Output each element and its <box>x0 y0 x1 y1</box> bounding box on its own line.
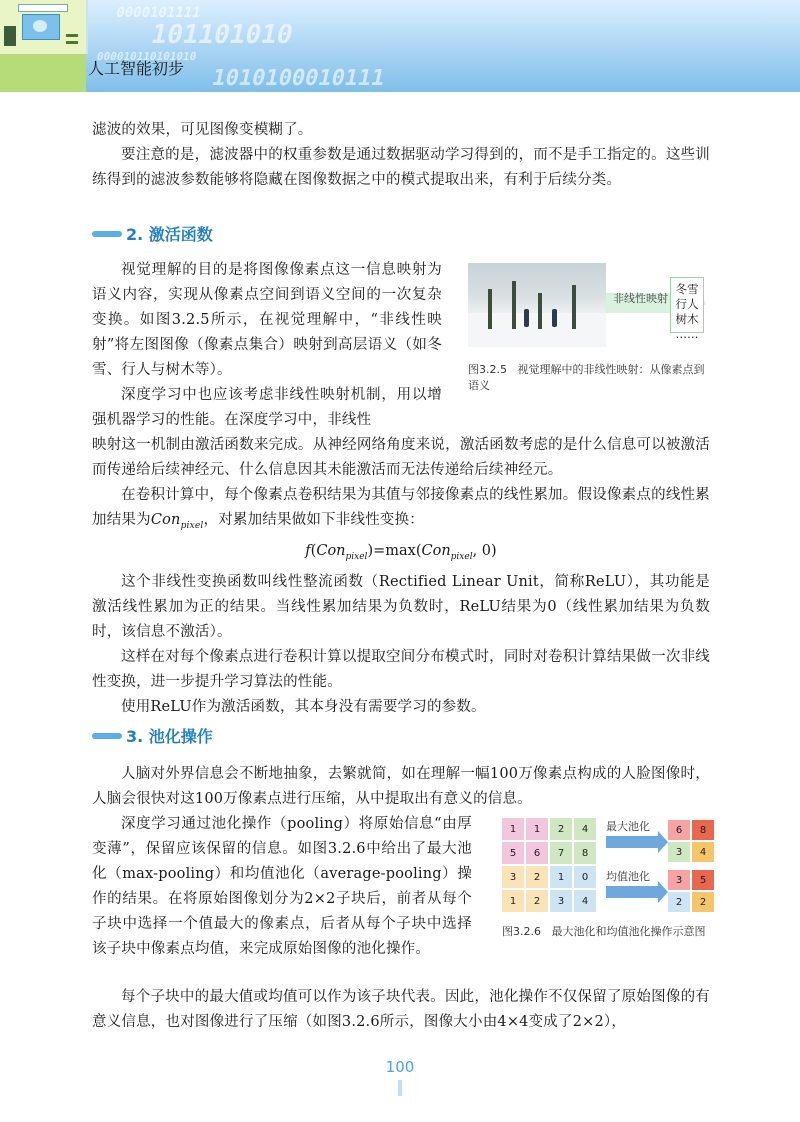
grid-cell: 3 <box>668 870 690 890</box>
grid-cell: 6 <box>526 842 548 864</box>
section3-text-top <box>92 762 710 812</box>
figure-caption <box>502 924 712 940</box>
grid-cell: 2 <box>692 892 714 912</box>
grid-cell: 3 <box>668 842 690 862</box>
grid-cell: 0 <box>574 866 596 888</box>
grid-cell: 7 <box>550 842 572 864</box>
avg-pooling-grid <box>668 870 714 912</box>
paragraph: 滤波的效果，可见图像变模糊了。 <box>92 122 313 138</box>
paragraph: 在卷积计算中，每个像素点卷积结果为其值与邻接像素点的线性累加。假设像素点的线性累加结果为Con$_{pixel}$，对累加结果做如下非线性变换： <box>92 487 710 531</box>
grid-cell: 8 <box>574 842 596 864</box>
relu-formula: f(Con$_{pixel}$)=max(Con$_{pixel}$, 0) <box>305 542 497 562</box>
heading-bar <box>92 733 122 739</box>
heading-bar <box>92 231 122 237</box>
section3-text-bottom <box>92 985 710 1035</box>
figure-nonlinear-mapping <box>468 263 704 347</box>
page-number: 100 <box>385 1058 415 1076</box>
section-heading-activation <box>92 222 213 245</box>
paragraph: 使用ReLU作为激活函数，其本身没有需要学习的参数。 <box>121 698 486 715</box>
grid-cell: 1 <box>526 818 548 840</box>
paragraph: 视觉理解的目的是将图像像素点这一信息映射为语义内容，实现从像素点空间到语义空间的一次复杂变换。如图3.2.5所示，在视觉理解中，“非线性映射”将左图图像（像素点集合）映射到高层语义（如冬雪、行人与树木等）。 <box>92 262 442 378</box>
caption-number: 图3.2.5 <box>468 363 507 376</box>
semantic-item: 树木 <box>675 312 699 326</box>
binary-line: 0000101111 <box>114 5 203 21</box>
max-pooling-arrow <box>606 836 658 848</box>
header-thumbnail-image <box>0 0 88 54</box>
paragraph: 人脑对外界信息会不断地抽象，去繁就简，如在理解一幅100万像素点构成的人脸图像时，人脑会很快对这100万像素点进行压缩，从中提取出有意义的信息。 <box>92 766 710 807</box>
binary-line: 1010100010111 <box>209 66 388 91</box>
snow-scene-photo <box>468 263 606 347</box>
max-pooling-grid <box>668 820 714 862</box>
paragraph: 这样在对每个像素点进行卷积计算以提取空间分布模式时，同时对卷积计算结果做一次非线性变换，进一步提升学习算法的性能。 <box>92 648 710 690</box>
heading-text: 2. 激活函数 <box>126 225 213 244</box>
book-title: 人工智能初步 <box>88 59 185 78</box>
header-green-strip <box>0 54 86 92</box>
grid-cell: 5 <box>502 842 524 864</box>
grid-cell: 4 <box>574 890 596 912</box>
grid-cell: 1 <box>502 890 524 912</box>
page-header <box>0 0 800 92</box>
binary-line: 101101010 <box>148 20 296 50</box>
section2-text <box>92 433 710 720</box>
section2-wrapped-text <box>92 258 442 433</box>
paragraph: 每个子块中的最大值或均值可以作为该子块代表。因此，池化操作不仅保留了原始图像的有意义信息，也对图像进行了压缩（如图3.2.6所示，图像大小由4×4变成了2×2）， <box>92 989 710 1030</box>
section-heading-pooling <box>92 724 213 747</box>
paragraph: 深度学习中也应该考虑非线性映射机制，用以增强机器学习的性能。在深度学习中，非线性 <box>92 387 442 428</box>
semantic-box <box>670 277 704 341</box>
semantic-item: 冬雪 <box>675 282 699 296</box>
paragraph: 映射这一机制由激活函数来完成。从神经网络角度来说，激活函数考虑的是什么信息可以被激活而传递给后续神经元、什么信息因其未能激活而无法传递给后续神经元。 <box>92 437 710 478</box>
grid-cell: 2 <box>668 892 690 912</box>
grid-cell: 4 <box>692 842 714 862</box>
caption-text: 视觉理解中的非线性映射：从像素点到语义 <box>468 363 705 392</box>
intro-text <box>92 118 710 193</box>
arrow-label: 非线性映射 <box>613 292 668 305</box>
paragraph: 这个非线性变换函数叫线性整流函数（Rectified Linear Unit，简称ReLU），其功能是激活线性累加为正的结果。当线性累加结果为负数时，ReLU结果为0（线性累加结果为负数时，该信息不激活）。 <box>92 573 710 640</box>
avg-pooling-label: 均值池化 <box>606 870 650 883</box>
figure-pooling <box>502 818 714 913</box>
grid-cell: 4 <box>574 818 596 840</box>
grid-cell: 2 <box>526 890 548 912</box>
paragraph: 深度学习通过池化操作（pooling）将原始信息“由厚变薄”，保留应该保留的信息。如图3.2.6中给出了最大池化（max-pooling）和均值池化（average-pooling）操作的结果。在将原始图像划分为2×2子块后，前者从每个子块中选择一个值最大的像素点，后者从每个子块中选择该子块中像素点均值，来完成原始图像的池化操作。 <box>92 816 472 957</box>
paragraph: 要注意的是，滤波器中的权重参数是通过数据驱动学习得到的，而不是手工指定的。这些训练得到的滤波参数能够将隐藏在图像数据之中的模式提取出来，有利于后续分类。 <box>92 147 710 188</box>
grid-cell: 3 <box>502 866 524 888</box>
caption-number: 图3.2.6 <box>502 925 541 938</box>
grid-cell: 3 <box>550 890 572 912</box>
binary-line: 000010110101010 <box>95 50 198 63</box>
section3-wrapped-text <box>92 812 472 962</box>
heading-text: 3. 池化操作 <box>126 727 213 746</box>
grid-cell: 2 <box>526 866 548 888</box>
avg-pooling-arrow <box>606 886 658 898</box>
grid-cell: 1 <box>502 818 524 840</box>
grid-cell: 1 <box>550 866 572 888</box>
grid-cell: 2 <box>550 818 572 840</box>
semantic-item: …… <box>675 327 699 341</box>
input-grid <box>502 818 596 912</box>
grid-cell: 6 <box>668 820 690 840</box>
page-number-tick <box>398 1080 402 1096</box>
caption-text: 最大池化和均值池化操作示意图 <box>551 925 706 938</box>
semantic-item: 行人 <box>675 297 699 311</box>
grid-cell: 5 <box>692 870 714 890</box>
max-pooling-label: 最大池化 <box>606 820 650 833</box>
figure-caption <box>468 362 708 394</box>
grid-cell: 8 <box>692 820 714 840</box>
